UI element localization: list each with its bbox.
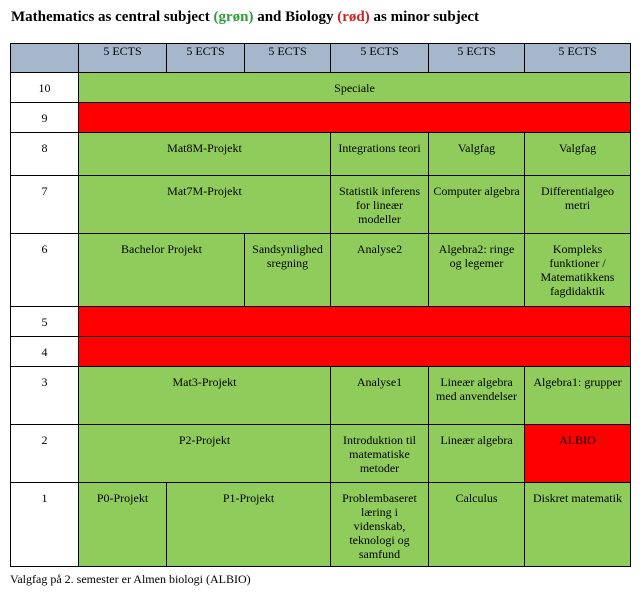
header-cell: 5 ECTS: [331, 44, 429, 73]
course-p0-projekt: P0-Projekt: [79, 483, 167, 567]
page-title: [11, 9, 479, 26]
course-algebra2: Algebra2: ringe og legemer: [429, 234, 525, 307]
header-cell: 5 ECTS: [245, 44, 331, 73]
curriculum-table: [10, 43, 631, 567]
course-algebra1: Algebra1: grupper: [525, 367, 631, 425]
semester-row-10: [11, 73, 631, 103]
title-part1: Mathematics as central subject: [11, 9, 214, 25]
course-mat3-projekt: Mat3-Projekt: [79, 367, 331, 425]
title-green-word: (grøn): [213, 9, 254, 25]
course-calculus: Calculus: [429, 483, 525, 567]
course-statistik: Statistik inferens for lineær modeller: [331, 176, 429, 234]
biology-block: [79, 337, 631, 367]
course-computer-algebra: Computer algebra: [429, 176, 525, 234]
course-sandsynlighedsregning: Sandsynlighed sregning: [245, 234, 331, 307]
course-valgfag: Valgfag: [525, 133, 631, 176]
header-cell: 5 ECTS: [167, 44, 245, 73]
biology-block: [79, 103, 631, 133]
semester-row-5: [11, 307, 631, 337]
header-cell: 5 ECTS: [79, 44, 167, 73]
course-analyse1: Analyse1: [331, 367, 429, 425]
course-analyse2: Analyse2: [331, 234, 429, 307]
course-valgfag: Valgfag: [429, 133, 525, 176]
course-differentialgeometri: Differentialgeo metri: [525, 176, 631, 234]
semester-row-4: [11, 337, 631, 367]
course-integrations-teori: Integrations teori: [331, 133, 429, 176]
semester-row-8: [11, 133, 631, 176]
course-bachelor-projekt: Bachelor Projekt: [79, 234, 245, 307]
semester-label: 6: [11, 234, 79, 307]
header-cell: 5 ECTS: [525, 44, 631, 73]
course-lineaer-algebra: Lineær algebra: [429, 425, 525, 483]
course-p2-projekt: P2-Projekt: [79, 425, 331, 483]
semester-label: 4: [11, 337, 79, 367]
semester-label: 3: [11, 367, 79, 425]
title-part2: and Biology: [253, 9, 338, 25]
semester-row-1: [11, 483, 631, 567]
course-albio: ALBIO: [525, 425, 631, 483]
semester-label: 10: [11, 73, 79, 103]
course-problembaseret-laering: Problembaseret læring i videnskab, teknologi og samfund: [331, 483, 429, 567]
header-blank-cell: [11, 44, 79, 73]
semester-label: 2: [11, 425, 79, 483]
semester-row-6: [11, 234, 631, 307]
course-p1-projekt: P1-Projekt: [167, 483, 331, 567]
course-introduktion: Introduktion til matematiske metoder: [331, 425, 429, 483]
semester-label: 5: [11, 307, 79, 337]
course-lineaer-algebra-med-anvendelser: Lineær algebra med anvendelser: [429, 367, 525, 425]
header-cell: 5 ECTS: [429, 44, 525, 73]
course-speciale: Speciale: [79, 73, 631, 103]
course-kompleks-funktioner: Kompleks funktioner / Matematikkens fagdidaktik: [525, 234, 631, 307]
course-diskret-matematik: Diskret matematik: [525, 483, 631, 567]
semester-row-3: [11, 367, 631, 425]
semester-label: 1: [11, 483, 79, 567]
biology-block: [79, 307, 631, 337]
title-part3: as minor subject: [369, 9, 480, 25]
semester-label: 8: [11, 133, 79, 176]
semester-label: 9: [11, 103, 79, 133]
semester-label: 7: [11, 176, 79, 234]
semester-row-2: [11, 425, 631, 483]
course-mat7m-projekt: Mat7M-Projekt: [79, 176, 331, 234]
footer-note: Valgfag på 2. semester er Almen biologi (ALBIO): [10, 572, 251, 586]
course-mat8m-projekt: Mat8M-Projekt: [79, 133, 331, 176]
semester-row-9: [11, 103, 631, 133]
header-row: [11, 44, 631, 73]
title-red-word: (rød): [337, 9, 370, 25]
semester-row-7: [11, 176, 631, 234]
